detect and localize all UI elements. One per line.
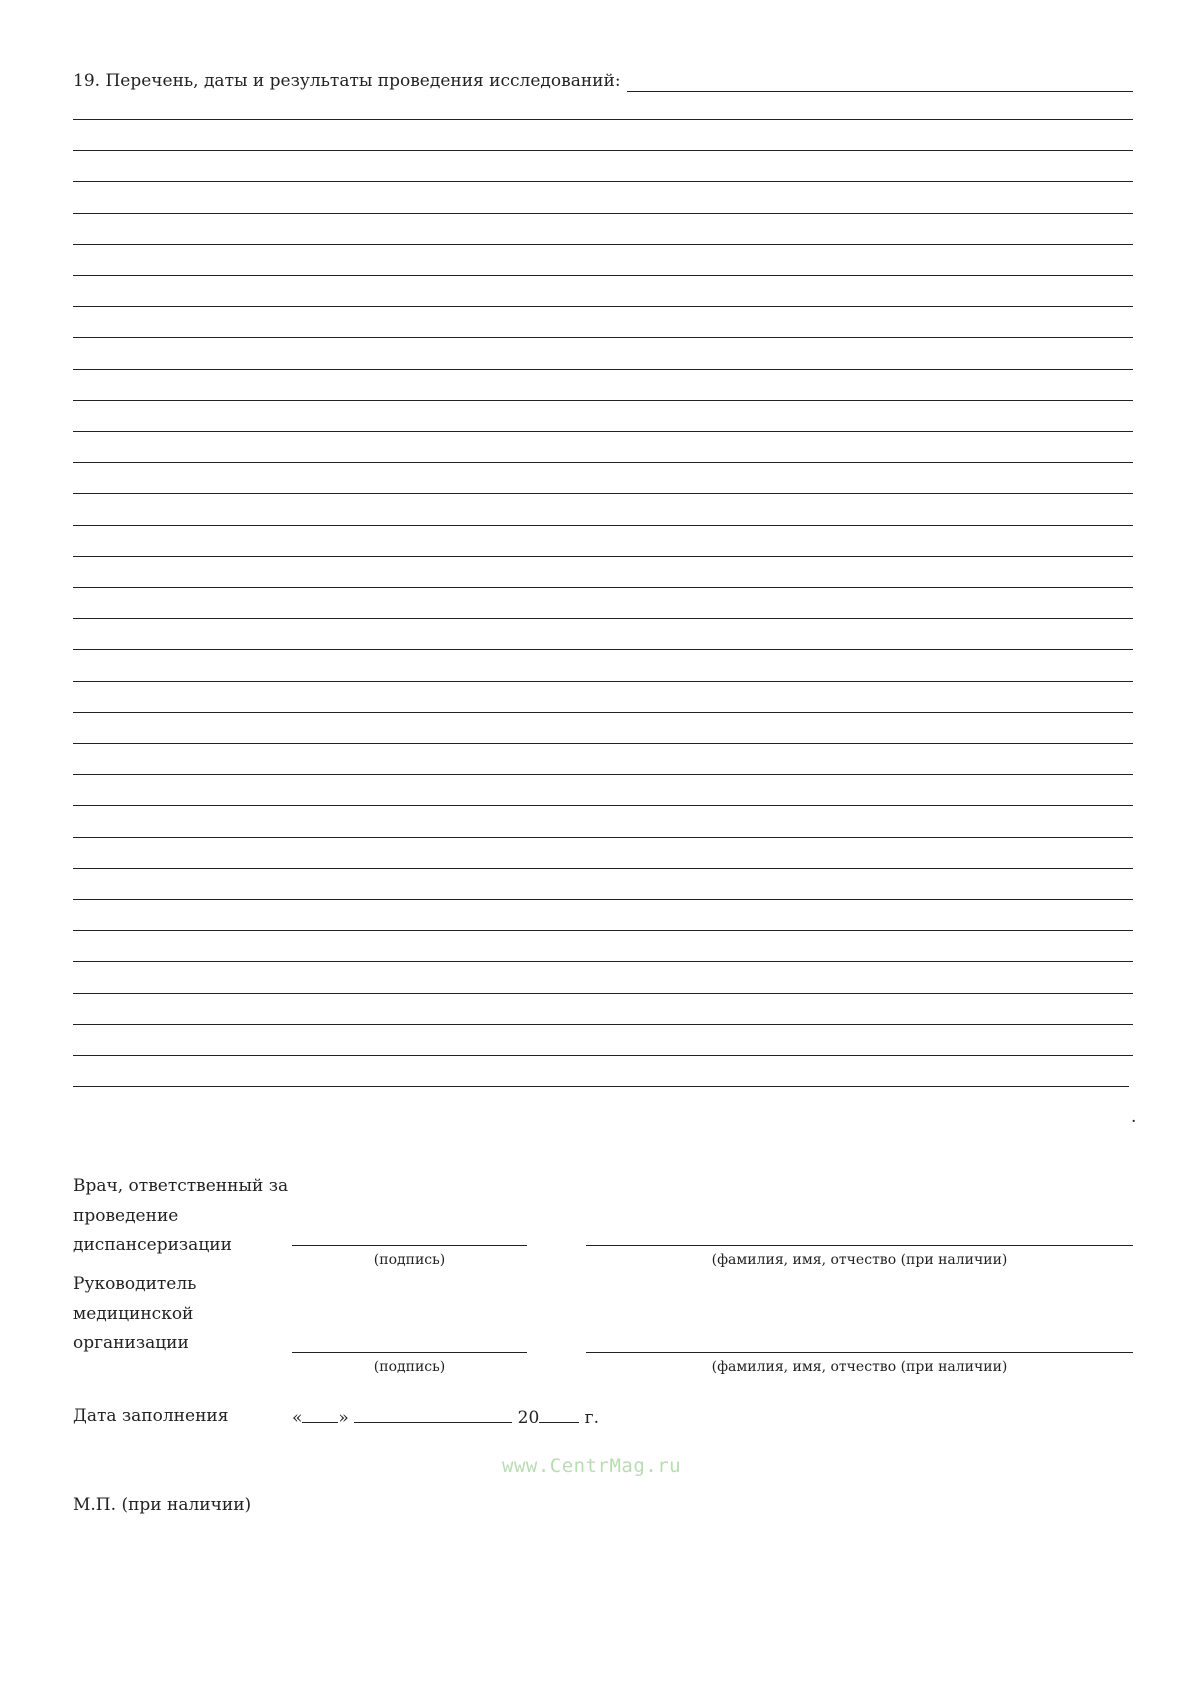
head-name-line[interactable] xyxy=(586,1352,1133,1353)
answer-line[interactable] xyxy=(73,119,1133,120)
date-close-quote: » xyxy=(338,1408,349,1428)
year-suffix: г. xyxy=(584,1408,599,1428)
answer-line[interactable] xyxy=(73,369,1133,370)
answer-line[interactable] xyxy=(73,587,1133,588)
answer-line[interactable] xyxy=(73,837,1133,838)
answer-line[interactable] xyxy=(73,556,1133,557)
answer-line[interactable] xyxy=(73,493,1133,494)
answer-line[interactable] xyxy=(73,930,1133,931)
doctor-name-line[interactable] xyxy=(586,1245,1133,1246)
month-field[interactable] xyxy=(354,1405,512,1423)
answer-line[interactable] xyxy=(73,618,1133,619)
day-field[interactable] xyxy=(302,1405,338,1423)
head-signature-line[interactable] xyxy=(292,1352,527,1353)
answer-line[interactable] xyxy=(73,649,1133,650)
answer-line[interactable] xyxy=(73,899,1133,900)
answer-line[interactable] xyxy=(73,400,1133,401)
answer-line[interactable] xyxy=(73,431,1133,432)
answer-line[interactable] xyxy=(73,525,1133,526)
head-role-label: Руководитель медицинской организации xyxy=(73,1274,197,1353)
answer-line[interactable] xyxy=(73,774,1133,775)
stamp-label: М.П. (при наличии) xyxy=(73,1495,252,1515)
answer-line[interactable] xyxy=(73,213,1133,214)
answer-line[interactable] xyxy=(73,275,1133,276)
answer-line[interactable] xyxy=(73,306,1133,307)
answer-line[interactable] xyxy=(73,681,1133,682)
fill-date-fields xyxy=(292,1405,599,1429)
doctor-role-label: Врач, ответственный за проведение диспансеризации xyxy=(73,1176,289,1255)
answer-line[interactable] xyxy=(73,337,1133,338)
section-19-label: 19. Перечень, даты и результаты проведения исследований: xyxy=(73,71,621,91)
doctor-name-caption: (фамилия, имя, отчество (при наличии) xyxy=(711,1252,1008,1268)
year-field[interactable] xyxy=(539,1405,579,1423)
answer-line[interactable] xyxy=(73,805,1133,806)
section-19-answer-line[interactable] xyxy=(627,73,1133,92)
answer-line[interactable] xyxy=(73,993,1133,994)
answer-end-mark: . xyxy=(1131,1107,1137,1127)
answer-line[interactable] xyxy=(73,712,1133,713)
answer-line[interactable] xyxy=(73,244,1133,245)
answer-line[interactable] xyxy=(73,1024,1133,1025)
head-signature-caption: (подпись) xyxy=(373,1359,446,1375)
answer-line[interactable] xyxy=(73,181,1133,182)
doctor-signature-line[interactable] xyxy=(292,1245,527,1246)
doctor-signature-caption: (подпись) xyxy=(373,1252,446,1268)
answer-line[interactable] xyxy=(73,961,1133,962)
fill-date-label: Дата заполнения xyxy=(73,1406,229,1426)
answer-line[interactable] xyxy=(73,1086,1129,1087)
head-name-caption: (фамилия, имя, отчество (при наличии) xyxy=(711,1359,1008,1375)
watermark-text: www.CentrMag.ru xyxy=(502,1455,682,1477)
century-text: 20 xyxy=(517,1408,540,1428)
answer-line[interactable] xyxy=(73,462,1133,463)
answer-line[interactable] xyxy=(73,743,1133,744)
answer-line[interactable] xyxy=(73,150,1133,151)
section-19-header xyxy=(73,68,1133,92)
date-open-quote: « xyxy=(292,1408,303,1428)
answer-line[interactable] xyxy=(73,1055,1133,1056)
answer-line[interactable] xyxy=(73,868,1133,869)
